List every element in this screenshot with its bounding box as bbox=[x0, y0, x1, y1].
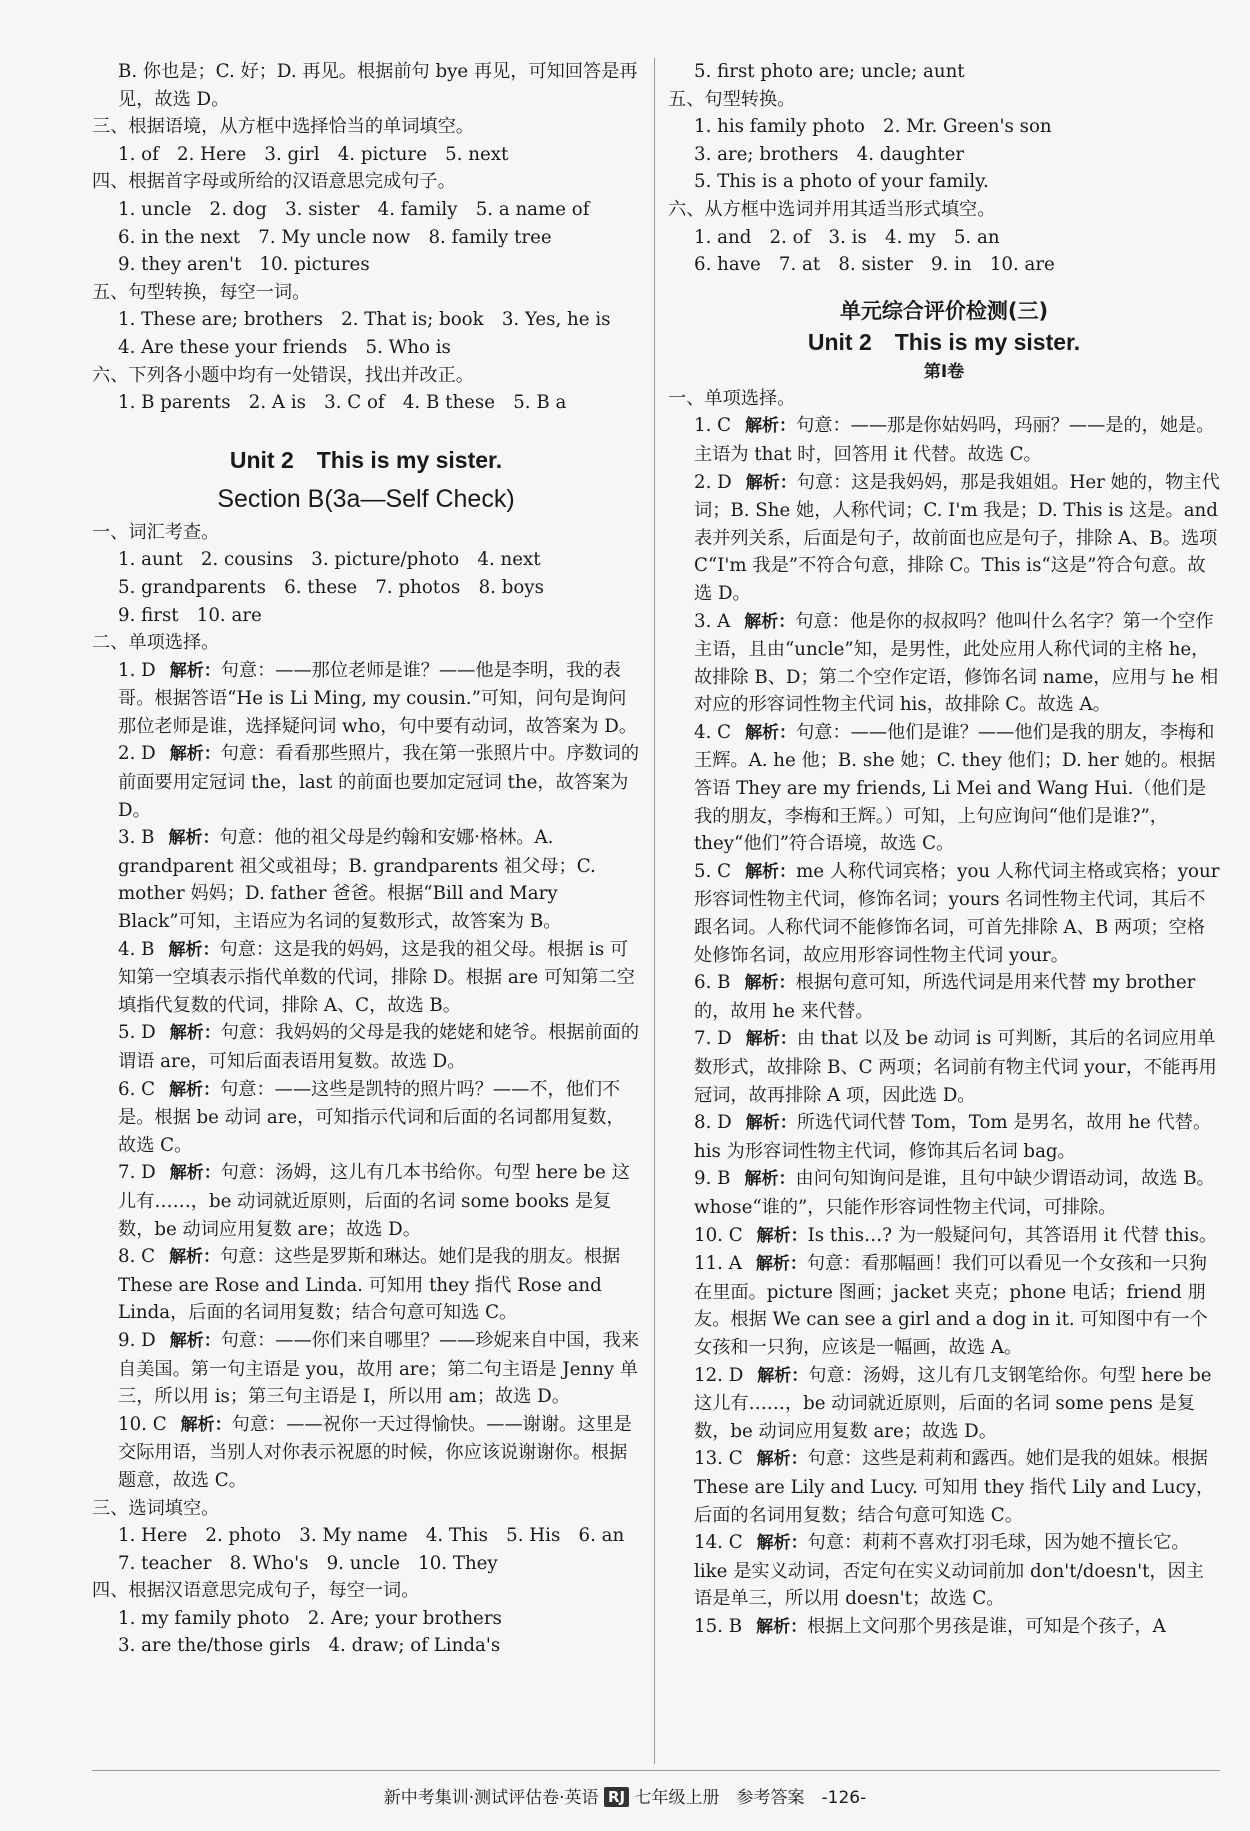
answer-explanation bbox=[668, 412, 1220, 468]
answer-line: 5. first photo are; uncle; aunt bbox=[694, 61, 965, 82]
answer-number: 8. D bbox=[694, 1112, 732, 1134]
answer-explanation bbox=[668, 608, 1220, 719]
footer-grade: 七年级上册 bbox=[634, 1788, 720, 1808]
answer-explanation bbox=[92, 824, 640, 935]
answer-line: 6. in the next 7. My uncle now 8. family tree bbox=[118, 226, 552, 248]
analysis-label: 解析： bbox=[755, 1254, 807, 1275]
analysis-label: 解析： bbox=[169, 1247, 221, 1268]
answer-number: 5. C bbox=[694, 860, 732, 882]
volume-title: 第Ⅰ卷 bbox=[923, 361, 965, 382]
answer-explanation bbox=[92, 740, 640, 824]
answer-explanation bbox=[92, 1243, 640, 1327]
right-column bbox=[668, 58, 1220, 1641]
answer-number: 1. C bbox=[694, 415, 732, 437]
answer-explanation bbox=[668, 469, 1220, 608]
explanation-text: 句意：——你们来自哪里？——珍妮来自中国，我来自美国。第一句主语是 you，故用 are；第二句主语是 Jenny 单三，所以用 is；第三句主语是 I，所以用 am；故选 D。 bbox=[118, 1329, 640, 1408]
page-number: -126- bbox=[821, 1788, 867, 1808]
answer-number: 13. C bbox=[694, 1448, 743, 1470]
explanation-text: 句意：看那幅画！我们可以看见一个女孩和一只狗在里面。picture 图画；jacket 夹克；phone 电话；friend 朋友。根据 We can see a girl and a dog in it. 可知图中有一个女孩和一只狗，应该是一幅画，故选 A。 bbox=[694, 1253, 1208, 1358]
explanation-text: 句意：——他们是谁？——他们是我的朋友，李梅和王辉。A. he 他；B. she 她；C. they 他们；D. her 她的。根据答语 They are my friends, Li Mei and Wang Hui.（他们是我的朋友，李梅和王辉。）可知，上句应询问“他们是谁?”，they“他们”符合语境，故选 C。 bbox=[694, 721, 1216, 855]
explanation-text: 句意：这是我妈妈，那是我姐姐。Her 她的，物主代词；B. She 她，人称代词；C. I'm 我是；D. This is 这是。and 表并列关系，后面是句子，故前面也应是句子，排除 A、B。选项 C“I'm 我是”不符合句意，排除 C。This is“这是”符合句意。故选 D。 bbox=[694, 471, 1220, 604]
section-heading: 三、根据语境，从方框中选择恰当的单词填空。 bbox=[92, 116, 474, 138]
section-heading: 六、下列各小题中均有一处错误，找出并改正。 bbox=[92, 364, 474, 386]
analysis-label: 解析： bbox=[745, 472, 797, 493]
analysis-label: 解析： bbox=[169, 1079, 221, 1100]
answer-number: 3. A bbox=[694, 610, 731, 632]
answer-line: 1. and 2. of 3. is 4. my 5. an bbox=[694, 226, 1000, 248]
explanation-text: 句意：这是我的妈妈，这是我的祖父母。根据 is 可知第一空填表示指代单数的代词，排除 D。根据 are 可知第二空填指代复数的代词，排除 A、C，故选 B。 bbox=[118, 938, 635, 1016]
analysis-label: 解析： bbox=[745, 1029, 797, 1050]
explanation-text: me 人称代词宾格；you 人称代词主格或宾格；your 形容词性物主代词，修饰名词；yours 名词性物主代词，其后不跟名词。人称代词不能修饰名词，可首先排除 A、B 两项；空格处修饰名词，故应用形容词性物主代词 your。 bbox=[694, 860, 1220, 966]
analysis-label: 解析： bbox=[169, 1163, 221, 1184]
page-footer bbox=[0, 1778, 1250, 1818]
section-heading: 一、词汇考查。 bbox=[92, 521, 220, 543]
analysis-label: 解析： bbox=[744, 1169, 796, 1190]
unit-title: Unit 2 This is my sister. bbox=[807, 328, 1081, 355]
answer-line: 9. they aren't 10. pictures bbox=[118, 254, 370, 276]
answer-line: 6. have 7. at 8. sister 9. in 10. are bbox=[694, 254, 1055, 276]
answer-explanation bbox=[668, 1362, 1220, 1446]
answer-line: 1. my family photo 2. Are; your brothers bbox=[118, 1607, 502, 1629]
answer-number: 8. C bbox=[118, 1246, 156, 1268]
explanation-text: 句意：他是你的叔叔吗？他叫什么名字？第一个空作主语，且由“uncle”知，是男性，此处应用人称代词的主格 he，故排除 B、D；第二个空作定语，修饰名词 name，应用与 he 相对应的形容词性物主代词 his，故排除 C。故选 A。 bbox=[694, 610, 1219, 716]
answer-explanation bbox=[668, 1222, 1220, 1251]
answer-line: 4. Are these your friends 5. Who is bbox=[118, 336, 451, 358]
analysis-label: 解析： bbox=[745, 861, 797, 882]
spacer bbox=[92, 417, 640, 439]
explanation-text: 句意：汤姆，这儿有几本书给你。句型 here be 这儿有……，be 动词就近原则，后面的名词 some books 是复数，be 动词应用复数 are；故选 D。 bbox=[118, 1162, 630, 1240]
answer-number: 6. B bbox=[694, 972, 731, 994]
answer-explanation bbox=[92, 1327, 640, 1411]
analysis-label: 解析： bbox=[756, 1449, 808, 1470]
answer-number: 6. C bbox=[118, 1078, 156, 1100]
answer-number: 2. D bbox=[118, 743, 156, 765]
answer-number: 1. D bbox=[118, 659, 156, 681]
explanation-text: 句意：——那是你姑妈吗，玛丽？——是的，她是。主语为 that 时，回答用 it 代替。故选 C。 bbox=[694, 415, 1215, 465]
analysis-label: 解析： bbox=[756, 1533, 808, 1554]
analysis-label: 解析： bbox=[169, 660, 221, 681]
explanation-text: Is this…? 为一般疑问句，其答语用 it 代替 this。 bbox=[807, 1224, 1218, 1246]
answer-number: 7. D bbox=[118, 1162, 156, 1184]
answer-line: 3. are the/those girls 4. draw; of Linda's bbox=[118, 1635, 501, 1657]
explanation-text: 句意：这些是莉莉和露西。她们是我的姐妹。根据 These are Lily and Lucy. 可知用 they 指代 Lily and Lucy，后面的名词用复数；结合句意可知选 C。 bbox=[694, 1448, 1215, 1526]
explanation-text: 句意：汤姆，这儿有几支钢笔给你。句型 here be 这儿有……，be 动词就近原则，后面的名词 some pens 是复数，be 动词应用复数 are；故选 D。 bbox=[694, 1364, 1212, 1442]
answer-explanation bbox=[668, 1165, 1220, 1221]
section-heading: 三、选词填空。 bbox=[92, 1497, 220, 1519]
answer-number: 9. B bbox=[694, 1168, 731, 1190]
section-heading: 五、句型转换。 bbox=[668, 88, 796, 110]
section-heading: 六、从方框中选词并用其适当形式填空。 bbox=[668, 198, 996, 220]
unit-title: Unit 2 This is my sister. bbox=[229, 446, 503, 473]
answer-number: 4. B bbox=[118, 938, 155, 960]
answer-explanation bbox=[668, 1529, 1220, 1613]
analysis-label: 解析： bbox=[169, 744, 221, 765]
answer-line: 1. B parents 2. A is 3. C of 4. B these 5. B a bbox=[118, 392, 567, 414]
explanation-text: 句意：我妈妈的父母是我的姥姥和姥爷。根据前面的谓语 are，可知后面表语用复数。故选 D。 bbox=[118, 1022, 640, 1072]
answer-line: 7. teacher 8. Who's 9. uncle 10. They bbox=[118, 1552, 498, 1574]
answer-number: 14. C bbox=[694, 1532, 743, 1554]
analysis-label: 解析： bbox=[169, 1330, 221, 1351]
section-heading: 五、句型转换，每空一词。 bbox=[92, 281, 311, 303]
analysis-label: 解析： bbox=[757, 1365, 809, 1386]
answer-number: 11. A bbox=[694, 1253, 742, 1275]
spacer bbox=[668, 279, 1220, 295]
explanation-text: 句意：他的祖父母是约翰和安娜·格林。A. grandparent 祖父或祖母；B. grandparents 祖父母；C. mother 妈妈；D. father 爸爸。根据“Bill and Mary Black”可知，主语应为名词的复数形式，故答案为 B。 bbox=[118, 827, 596, 933]
answer-explanation bbox=[668, 1025, 1220, 1109]
section-heading: 一、单项选择。 bbox=[668, 387, 796, 409]
answer-line: 5. This is a photo of your family. bbox=[694, 171, 989, 193]
answer-number: 2. D bbox=[694, 471, 732, 493]
answer-explanation bbox=[92, 1076, 640, 1160]
answer-number: 15. B bbox=[694, 1615, 743, 1637]
answer-number: 5. D bbox=[118, 1022, 156, 1044]
answer-explanation bbox=[92, 1411, 640, 1495]
answer-explanation bbox=[668, 719, 1220, 858]
analysis-label: 解析： bbox=[745, 722, 797, 743]
explanation-text: 所选代词代替 Tom，Tom 是男名，故用 he 代替。his 为形容词性物主代词，修饰其后名词 bag。 bbox=[694, 1112, 1212, 1162]
answer-explanation bbox=[668, 1613, 1220, 1642]
answer-number: 3. B bbox=[118, 827, 155, 849]
explanation-text: 由 that 以及 be 动词 is 可判断，其后的名词应用单数形式，故排除 B、C 两项；名词前有物主代词 your，不能再用冠词，故再排除 A 项，因此选 D。 bbox=[694, 1028, 1217, 1106]
answer-line: 3. are; brothers 4. daughter bbox=[694, 143, 965, 165]
answer-explanation bbox=[668, 1250, 1220, 1361]
explanation-text: 句意：莉莉不喜欢打羽毛球，因为她不擅长它。like 是实义动词，否定句在实义动词前加 don't/doesn't，因主语是单三，所以用 doesn't；故选 C。 bbox=[694, 1532, 1204, 1610]
analysis-label: 解析： bbox=[168, 939, 220, 960]
section-heading: 四、根据首字母或所给的汉语意思完成句子。 bbox=[92, 171, 456, 193]
answer-number: 12. D bbox=[694, 1364, 744, 1386]
explanation-text: 句意：看看那些照片，我在第一张照片中。序数词的前面要用定冠词 the，last 的前面也要加定冠词 the，故答案为 D。 bbox=[118, 743, 640, 821]
answer-line: 1. aunt 2. cousins 3. picture/photo 4. next bbox=[118, 549, 541, 571]
analysis-label: 解析： bbox=[169, 1023, 221, 1044]
analysis-label: 解析： bbox=[168, 828, 220, 849]
answer-line: 1. his family photo 2. Mr. Green's son bbox=[694, 116, 1052, 138]
answer-number: 9. D bbox=[118, 1329, 156, 1351]
explanation-text: 由问句知询问是谁，且句中缺少谓语动词，故选 B。whose“谁的”，只能作形容词性物主代词，可排除。 bbox=[694, 1168, 1215, 1218]
analysis-label: 解析： bbox=[744, 611, 796, 632]
answer-explanation bbox=[92, 936, 640, 1020]
answer-explanation bbox=[668, 1445, 1220, 1529]
answer-line: 9. first 10. are bbox=[118, 604, 262, 626]
edition-badge: RJ bbox=[604, 1787, 629, 1807]
answer-line: 1. of 2. Here 3. girl 4. picture 5. next bbox=[118, 143, 509, 165]
explanation-text: 根据句意可知，所选代词是用来代替 my brother 的，故用 he 来代替。 bbox=[694, 972, 1196, 1022]
analysis-label: 解析： bbox=[745, 416, 797, 437]
answer-line: 1. These are; brothers 2. That is; book 3. Yes, he is bbox=[118, 309, 611, 331]
answer-number: 10. C bbox=[118, 1413, 167, 1435]
answer-line: 1. uncle 2. dog 3. sister 4. family 5. a name of bbox=[118, 198, 590, 220]
explanation-text: 句意：这些是罗斯和琳达。她们是我的朋友。根据 These are Rose and Linda. 可知用 they 指代 Rose and Linda，后面的名词用复数；结合句意可知选 C。 bbox=[118, 1246, 621, 1324]
footer-rule bbox=[92, 1770, 1220, 1771]
answer-explanation bbox=[668, 969, 1220, 1025]
column-divider bbox=[654, 58, 655, 1764]
section-heading: 二、单项选择。 bbox=[92, 632, 220, 654]
answer-explanation bbox=[92, 657, 640, 741]
left-column bbox=[92, 58, 640, 1660]
test-title: 单元综合评价检测(三) bbox=[839, 298, 1049, 323]
analysis-label: 解析： bbox=[744, 973, 796, 994]
explanation-text: 句意：——那位老师是谁？——他是李明，我的表哥。根据答语“He is Li Ming, my cousin.”可知，问句是询问那位老师是谁，选择疑问词 who，句中要有动词，故答案为 D。 bbox=[118, 659, 638, 737]
answer-explanation bbox=[668, 858, 1220, 969]
answer-line: 5. grandparents 6. these 7. photos 8. boys bbox=[118, 576, 544, 598]
answer-line: 1. Here 2. photo 3. My name 4. This 5. His 6. an bbox=[118, 1525, 625, 1547]
explanation-text: 句意：——祝你一天过得愉快。——谢谢。这里是交际用语，当别人对你表示祝愿的时候，你应该说谢谢你。根据题意，故选 C。 bbox=[118, 1413, 632, 1491]
answer-explanation bbox=[668, 1109, 1220, 1165]
answer-number: 4. C bbox=[694, 721, 732, 743]
answer-explanation bbox=[92, 1159, 640, 1243]
analysis-label: 解析： bbox=[756, 1225, 808, 1246]
paragraph: B. 你也是；C. 好；D. 再见。根据前句 bye 再见，可知回答是再见，故选 D。 bbox=[118, 61, 638, 110]
answer-explanation bbox=[92, 1019, 640, 1075]
answer-number: 7. D bbox=[694, 1028, 732, 1050]
section-heading: 四、根据汉语意思完成句子，每空一词。 bbox=[92, 1580, 420, 1602]
section-title: Section B(3a—Self Check) bbox=[217, 484, 515, 513]
explanation-text: 根据上文问那个男孩是谁，可知是个孩子，A bbox=[807, 1615, 1166, 1637]
analysis-label: 解析： bbox=[745, 1113, 797, 1134]
analysis-label: 解析： bbox=[756, 1616, 808, 1637]
explanation-text: 句意：——这些是凯特的照片吗？——不，他们不是。根据 be 动词 are，可知指示代词和后面的名词都用复数，故选 C。 bbox=[118, 1078, 625, 1156]
answer-number: 10. C bbox=[694, 1224, 743, 1246]
footer-section: 参考答案 bbox=[736, 1788, 805, 1808]
footer-series: 新中考集训·测试评估卷·英语 bbox=[383, 1788, 599, 1808]
analysis-label: 解析： bbox=[180, 1414, 232, 1435]
